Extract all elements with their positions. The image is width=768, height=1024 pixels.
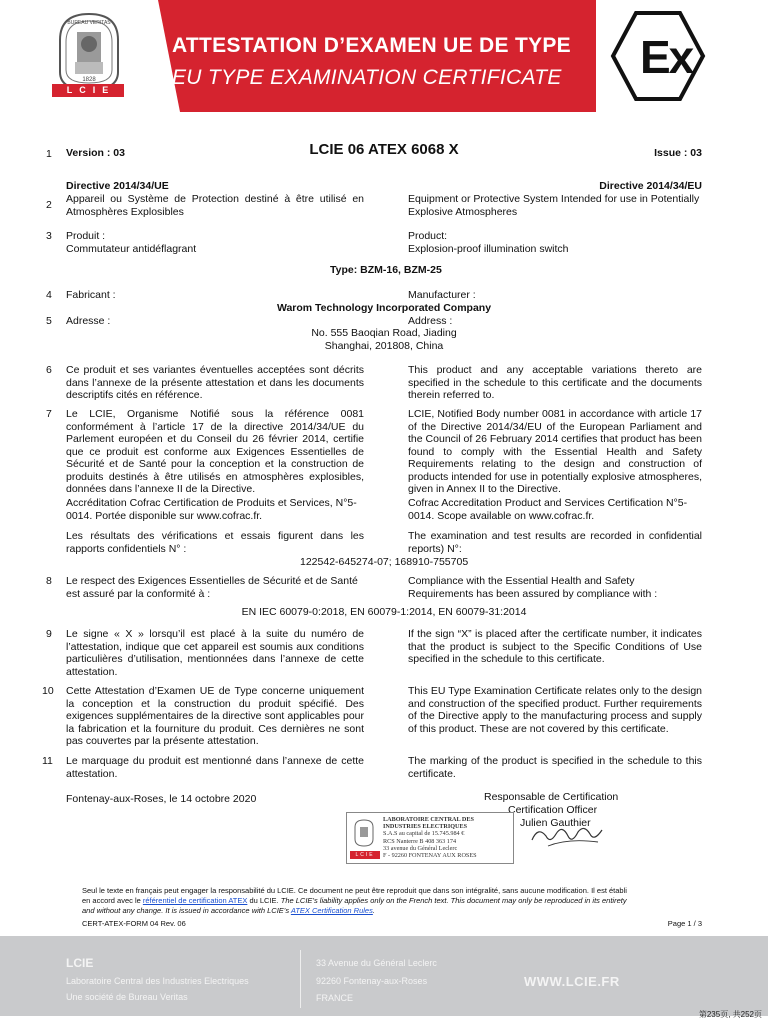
item-number-6: 6 bbox=[46, 364, 52, 376]
product-value-fr: Commutateur antidéflagrant bbox=[66, 243, 197, 255]
ex-symbol-area bbox=[596, 0, 768, 112]
footer-lcie-name: LCIE bbox=[66, 956, 94, 970]
handwritten-signature bbox=[528, 818, 608, 852]
product-value-en: Explosion-proof illumination switch bbox=[408, 243, 569, 255]
reports-text-fr: Les résultats des vérifications et essais figurent dans les rapports confidentiels N° : bbox=[66, 530, 364, 555]
stamp-line-2: INDUSTRIES ELECTRIQUES bbox=[383, 823, 468, 831]
stamp-line-1: LABORATOIRE CENTRAL DES bbox=[383, 816, 474, 823]
form-reference: CERT-ATEX-FORM 04 Rev. 06 bbox=[82, 919, 186, 928]
stamp-line-4: RCS Nanterre B 408 363 174 bbox=[383, 837, 457, 845]
lcie-logo-label: LCIE bbox=[52, 84, 124, 97]
section10-text-fr: Cette Attestation d’Examen UE de Type concerne uniquement la conception et la construction du produit spécifié. Des exigences supplémentaires de la directive sont applicables pour la fabrication et la fourniture du produit. Ces dernières ne sont pas couvertes par la présente attestation. bbox=[66, 685, 364, 747]
stamp-lcie-label: LCIE bbox=[350, 851, 380, 859]
footer-website[interactable]: WWW.LCIE.FR bbox=[524, 974, 620, 989]
company-stamp bbox=[346, 812, 514, 864]
version-label: Version : 03 bbox=[66, 147, 125, 159]
standards-list: EN IEC 60079-0:2018, EN 60079-1:2014, EN 60079-31:2014 bbox=[241, 606, 527, 618]
product-label-en: Product: bbox=[408, 230, 448, 242]
item-number-4: 4 bbox=[46, 289, 52, 301]
section7-text-en: LCIE, Notified Body number 0081 in accordance with article 17 of the Directive 2014/34/EU of the European Parliament and the Council of 26 February 2014 certifies that product has been found to comply with the Essential Health and Safety Requirements relating to the design and construction of products intended for use in potentially explosive atmospheres, given in Annex II to the Directive. bbox=[408, 408, 702, 495]
stamp-line-6: F - 92260 FONTENAY AUX ROSES bbox=[383, 852, 477, 860]
role-english: Certification Officer bbox=[508, 804, 598, 816]
item-number-5: 5 bbox=[46, 315, 52, 327]
signatory-name: Julien Gauthier bbox=[520, 817, 591, 829]
section8-text-en: Compliance with the Essential Health and Safety Requirements has been assured by compliance with : bbox=[408, 575, 658, 600]
directive-text-fr: Appareil ou Système de Protection destiné à être utilisé en Atmosphères Explosibles bbox=[66, 193, 364, 218]
address-label-fr: Adresse : bbox=[66, 315, 111, 327]
item-number-7: 7 bbox=[46, 408, 52, 420]
section10-text-en: This EU Type Examination Certificate relates only to the design and construction of the specified product. Further requirements of the Directive apply to the manufacturing process and supply of this product. These are not covered by this certificate. bbox=[408, 685, 702, 735]
manufacturer-label-fr: Fabricant : bbox=[66, 289, 116, 301]
svg-text:BUREAU VERITAS: BUREAU VERITAS bbox=[67, 20, 111, 26]
disclaimer-line-2-a: en accord avec le bbox=[82, 896, 143, 905]
disclaimer-line-2-b: du LCIE. bbox=[247, 896, 281, 905]
section7-accreditation-fr: Accréditation Cofrac Certification de Produits et Services, N°5-0014. Portée disponible sur www.cofrac.fr. bbox=[66, 497, 357, 522]
disclaimer-line-3 bbox=[82, 906, 702, 916]
product-type: Type: BZM-16, BZM-25 bbox=[330, 264, 442, 276]
place-date: Fontenay-aux-Roses, le 14 octobre 2020 bbox=[66, 793, 257, 805]
item-number-10: 10 bbox=[42, 685, 54, 697]
footer-address-3: FRANCE bbox=[316, 993, 354, 1003]
atex-rules-link[interactable]: ATEX Certification Rules bbox=[290, 906, 373, 915]
footer-address-2: 92260 Fontenay-aux-Roses bbox=[316, 976, 428, 986]
issue-label: Issue : 03 bbox=[654, 147, 702, 159]
stamp-logo-icon bbox=[353, 819, 375, 847]
stamp-line-5: 33 avenue du Général Leclerc bbox=[383, 844, 458, 852]
address-label-en: Address : bbox=[408, 315, 453, 327]
disclaimer-line-2-c: The LCIE’s liability applies only on the French text. This document may only be reproduced in its entirety bbox=[280, 896, 627, 905]
manufacturer-name: Warom Technology Incorporated Company bbox=[276, 302, 492, 314]
address-line-1: No. 555 Baoqian Road, Jiading bbox=[311, 327, 457, 339]
page-number: Page 1 / 3 bbox=[667, 919, 702, 928]
stamp-line-3: S.A.S au capital de 15.745.984 € bbox=[383, 830, 465, 838]
footer-divider bbox=[300, 950, 301, 1008]
atex-referential-link[interactable]: référentiel de certification ATEX bbox=[142, 896, 248, 905]
viewer-page-tag: 第235页, 共252页 bbox=[698, 1010, 762, 1019]
logo-year: 1828 bbox=[82, 77, 96, 83]
item-number-11: 11 bbox=[42, 755, 53, 767]
role-french: Responsable de Certification bbox=[484, 791, 619, 803]
product-label-fr: Produit : bbox=[66, 230, 106, 242]
section9-text-fr: Le signe « X » lorsqu’il est placé à la suite du numéro de l’attestation, indique que cet appareil est soumis aux conditions particulières d’utilisation, mentionnées dans l’annexe de cette attestation. bbox=[66, 628, 364, 678]
item-number-9: 9 bbox=[46, 628, 52, 640]
disclaimer-line-3-b: . bbox=[372, 906, 375, 915]
directive-text-en: Equipment or Protective System Intended for use in Potentially Explosive Atmospheres bbox=[408, 193, 700, 218]
directive-heading-en: Directive 2014/34/EU bbox=[599, 180, 702, 192]
title-english: EU TYPE EXAMINATION CERTIFICATE bbox=[172, 66, 562, 89]
section11-text-fr: Le marquage du produit est mentionné dans l’annexe de cette attestation. bbox=[66, 755, 364, 780]
section6-text-fr: Ce produit et ses variantes éventuelles acceptées sont décrits dans l’annexe de la présente attestation et dans les documents descriptifs cités en référence. bbox=[66, 364, 364, 401]
section9-text-en: If the sign “X” is placed after the certificate number, it indicates that the product is subject to the Specific Conditions of Use specified in the schedule to this certificate. bbox=[408, 628, 702, 665]
footer-address-1: 33 Avenue du Général Leclerc bbox=[316, 958, 437, 968]
item-number-2: 2 bbox=[46, 199, 52, 211]
disclaimer-line-3-a: and without any change. It is issued in accordance with LCIE’s bbox=[82, 906, 291, 915]
certificate-header bbox=[0, 0, 768, 112]
footer-lcie-full-name: Laboratoire Central des Industries Electriques bbox=[66, 976, 249, 986]
section6-text-en: This product and any acceptable variations thereto are specified in the schedule to this certificate and the documents therein referred to. bbox=[408, 364, 702, 401]
section7-accreditation-en: Cofrac Accreditation Product and Services Certification N°5-0014. Scope available on www.cofrac.fr. bbox=[408, 497, 688, 522]
title-french: ATTESTATION D’EXAMEN UE DE TYPE bbox=[172, 34, 571, 57]
section8-text-fr: Le respect des Exigences Essentielles de Sécurité et de Santé est assuré par la conformité à : bbox=[66, 575, 358, 600]
manufacturer-label-en: Manufacturer : bbox=[408, 289, 476, 301]
directive-heading-fr: Directive 2014/34/UE bbox=[66, 180, 169, 192]
stamp-text bbox=[383, 816, 477, 859]
disclaimer-line-1: Seul le texte en français peut engager la responsabilité du LCIE. Ce document ne peut être reproduit que dans son intégralité, sans aucune modification. Il est établi bbox=[82, 886, 627, 895]
item-number-1: 1 bbox=[46, 148, 52, 160]
reports-text-en: The examination and test results are recorded in confidential reports) N°: bbox=[408, 530, 702, 555]
section11-text-en: The marking of the product is specified in the schedule to this certificate. bbox=[408, 755, 702, 780]
report-numbers: 122542-645274-07; 168910-755705 bbox=[300, 556, 469, 568]
section7-text-fr: Le LCIE, Organisme Notifié sous la référence 0081 conformément à l’article 17 de la directive 2014/34/UE du Parlement européen et du Conseil du 26 février 2014, certifie que ce produit est conforme aux Exigences Essentielles de Sécurité et de Santé pour la conception et la construction de produits destinés à être utilisés en atmosphères explosibles, données dans l’annexe II de la Directive. bbox=[66, 408, 364, 495]
ex-symbol-text: Ex bbox=[640, 31, 693, 83]
address-line-2: Shanghai, 201808, China bbox=[324, 340, 444, 352]
item-number-8: 8 bbox=[46, 575, 52, 587]
item-number-3: 3 bbox=[46, 230, 52, 242]
certificate-number: LCIE 06 ATEX 6068 X bbox=[309, 141, 459, 158]
disclaimer-line-2 bbox=[82, 896, 702, 906]
footer-lcie-group: Une société de Bureau Veritas bbox=[66, 992, 188, 1002]
